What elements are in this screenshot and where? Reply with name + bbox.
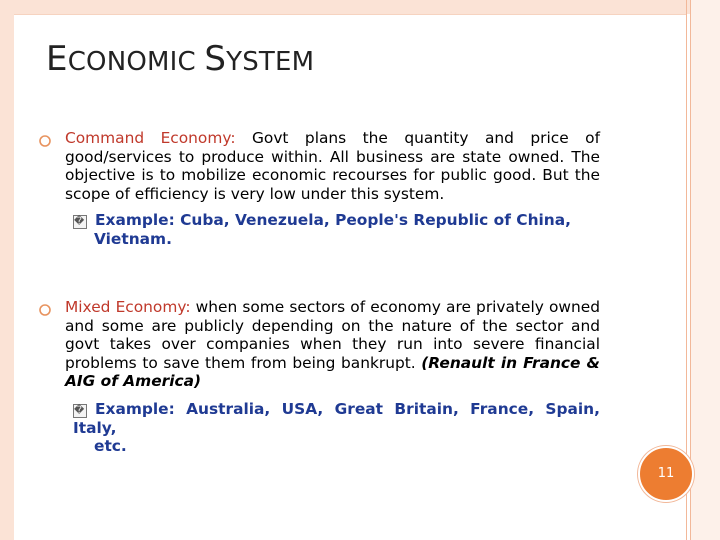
frame-right-band [691, 0, 720, 540]
bullet-label: Mixed Economy: [65, 298, 191, 316]
bullet-command-economy [65, 129, 600, 203]
bullet-label: Command Economy: [65, 129, 236, 147]
bullet-text: when some sectors of economy are privately owned and some are publicly depending on the nature of the sector and govt takes over companies when they run into severe financial problems to save them from being bankrupt. [65, 298, 600, 372]
bullet-text: Govt plans the quantity and price of good/services to produce within. All business are state owned. The objective is to mobilize economic recourses for public good. But the scope of efficiency is very low under this system. [65, 129, 601, 203]
sub-bullet-text: Example: Cuba, Venezuela, People's Republic of China, [95, 211, 571, 229]
sub-bullet-example [73, 211, 600, 248]
circle-bullet-icon [38, 303, 52, 317]
missing-glyph-icon: � [73, 215, 87, 229]
circle-bullet-icon [38, 134, 52, 148]
frame-top [0, 0, 720, 14]
bullet-mixed-economy [65, 298, 600, 391]
frame-left [0, 0, 14, 540]
sub-bullet-text: Vietnam. [94, 229, 172, 248]
title-initial: S [204, 39, 227, 79]
sub-bullet-text: Example: Australia, USA, Great Britain, France, Spain, Italy, [73, 400, 600, 437]
sub-bullet-text: etc. [94, 437, 127, 456]
slide-title [46, 39, 315, 79]
title-initial: E [46, 39, 68, 79]
page-number-badge: 11 [638, 446, 694, 502]
missing-glyph-icon: � [73, 404, 87, 418]
sub-bullet-example [73, 400, 600, 456]
title-text: YSTEM [226, 47, 315, 77]
bullet-note: (Renault in France & AIG of America) [65, 353, 600, 391]
title-text: CONOMIC [67, 47, 205, 77]
frame-top-line [14, 14, 686, 15]
